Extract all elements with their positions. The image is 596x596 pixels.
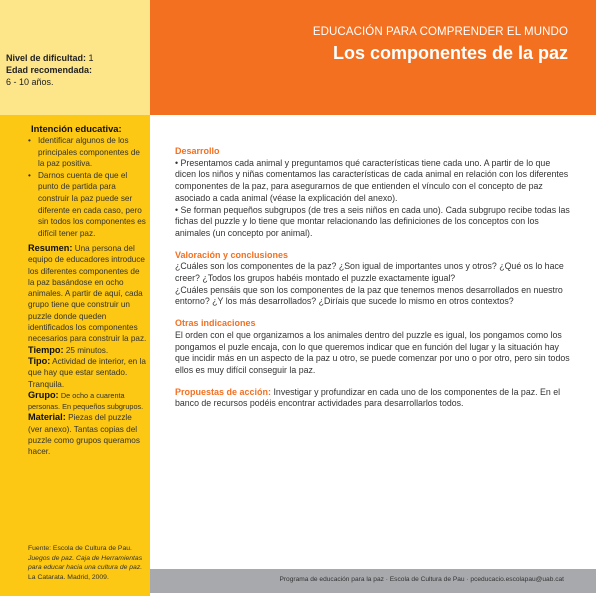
series-title: EDUCACIÓN PARA COMPRENDER EL MUNDO — [312, 26, 568, 38]
resumen — [28, 243, 148, 345]
divider — [150, 115, 596, 121]
desarrollo-p2: • Se forman pequeños subgrupos (de tres a seis niños en cada uno). Cada subgrupo recibe todas las fichas del puzzle y lo tiene que montar relacionando las definiciones de los conceptos con los animales (un concepto por animal). — [175, 204, 570, 238]
material-text: Piezas del puzzle (ver anexo). Tantas copias del puzzle como grupos queramos hacer. — [28, 413, 140, 457]
activity-meta — [6, 52, 146, 88]
material-label: Material: — [28, 412, 66, 423]
source-note — [28, 544, 148, 582]
otras-heading: Otras indicaciones — [175, 318, 256, 329]
main-content — [175, 146, 573, 410]
tiempo-text: 25 minutos. — [65, 345, 109, 355]
resumen-label: Resumen: — [28, 243, 73, 253]
tipo-label: Tipo: — [28, 355, 51, 366]
tipo-text: Actividad de interior, en la que hay que estar sentado. Tranquila. — [28, 356, 146, 389]
intent-item-text: Darnos cuenta de que el punto de partida para construir la paz puede ser diferente en cada caso, pero sin todos los componentes es difícil tener paz. — [38, 170, 146, 238]
sidebar-details — [28, 243, 148, 458]
otras-p1: El orden con el que organizamos a los animales dentro del puzzle es igual, los pongamos como los pongamos el puzle encaja, con lo que queremos indicar que en función del lugar y la situación hay que incidir más en un aspecto de la paz u otro, se puede comenzar por uno o por otro, pero sin todos ellos es muy difícil conseguir la paz. — [175, 329, 570, 375]
bullet-icon: • — [28, 136, 31, 145]
resumen-text: Una persona del equipo de educadores introduce los diferentes componentes de la paz basándose en ocho animales. A partir de aquí, cada grupo tiene que construir un puzzle donde queden identificados los componentes necesarios para construir la paz. — [28, 244, 147, 344]
source-title: Juegos de paz. Caja de Herramientas para educar hacia una cultura de paz. — [28, 554, 143, 572]
tiempo-label: Tiempo: — [28, 344, 64, 355]
grupo — [28, 390, 148, 413]
desarrollo-p1: • Presentamos cada animal y preguntamos qué características tiene cada uno. A partir de lo que dicen los niños y niñas comentamos las características de cada animal en relación con los diferentes componentes de la paz, para asegurarnos de que entienden el vínculo con el concepto de paz asociado a cada animal (véase la explicación del anexo). — [175, 157, 569, 203]
page-title: Los componentes de la paz — [332, 43, 568, 63]
material — [28, 412, 148, 457]
source-suffix: La Catarata. Madrid, 2009. — [28, 573, 109, 581]
difficulty-label: Nivel de dificultad: — [6, 53, 87, 63]
difficulty-value: 1 — [88, 53, 94, 63]
intent-item — [28, 135, 146, 170]
propuestas — [175, 387, 573, 410]
valoracion-heading: Valoración y conclusiones — [175, 249, 289, 260]
intent-list — [28, 135, 146, 239]
propuestas-heading: Propuestas de acción: — [175, 386, 272, 397]
tipo — [28, 356, 148, 390]
grupo-text: De ocho a cuarenta personas. En pequeños subgrupos. — [28, 390, 144, 412]
valoracion-p2: ¿Cuáles pensáis que son los componentes de la paz que tenemos menos desarrollados en nuestro entorno? ¿Y los más desarrollados? ¿Diríais que sucede lo mismo en otros contextos? — [175, 284, 563, 307]
propuestas-text: Investigar y profundizar en cada uno de los componentes de la paz. En el banco de recursos podéis encontrar actividades para desarrollarlos todos. — [175, 386, 561, 409]
intent-item — [28, 170, 146, 240]
age-value: 6 - 10 años. — [6, 77, 54, 87]
intent-item-text: Identificar algunos de los principales componentes de la paz positiva. — [38, 136, 140, 169]
footer-text: Programa de educación para la paz · Escola de Cultura de Pau · pceducacio.escolapau@uab.cat — [279, 576, 564, 583]
source-prefix: Fuente: Escola de Cultura de Pau. — [28, 545, 132, 552]
bullet-icon: • — [28, 170, 31, 180]
valoracion-p1: ¿Cuáles son los componentes de la paz? ¿Son igual de importantes unos y otros? ¿Qué os lo hace creer? ¿Todos los grupos habéis montado el puzzle exactamente igual? — [175, 261, 564, 284]
grupo-label: Grupo: — [28, 389, 59, 400]
intent-title: Intención educativa: — [31, 123, 122, 134]
tiempo — [28, 345, 148, 356]
age-label: Edad recomendada: — [6, 65, 93, 75]
desarrollo-heading: Desarrollo — [175, 146, 220, 156]
